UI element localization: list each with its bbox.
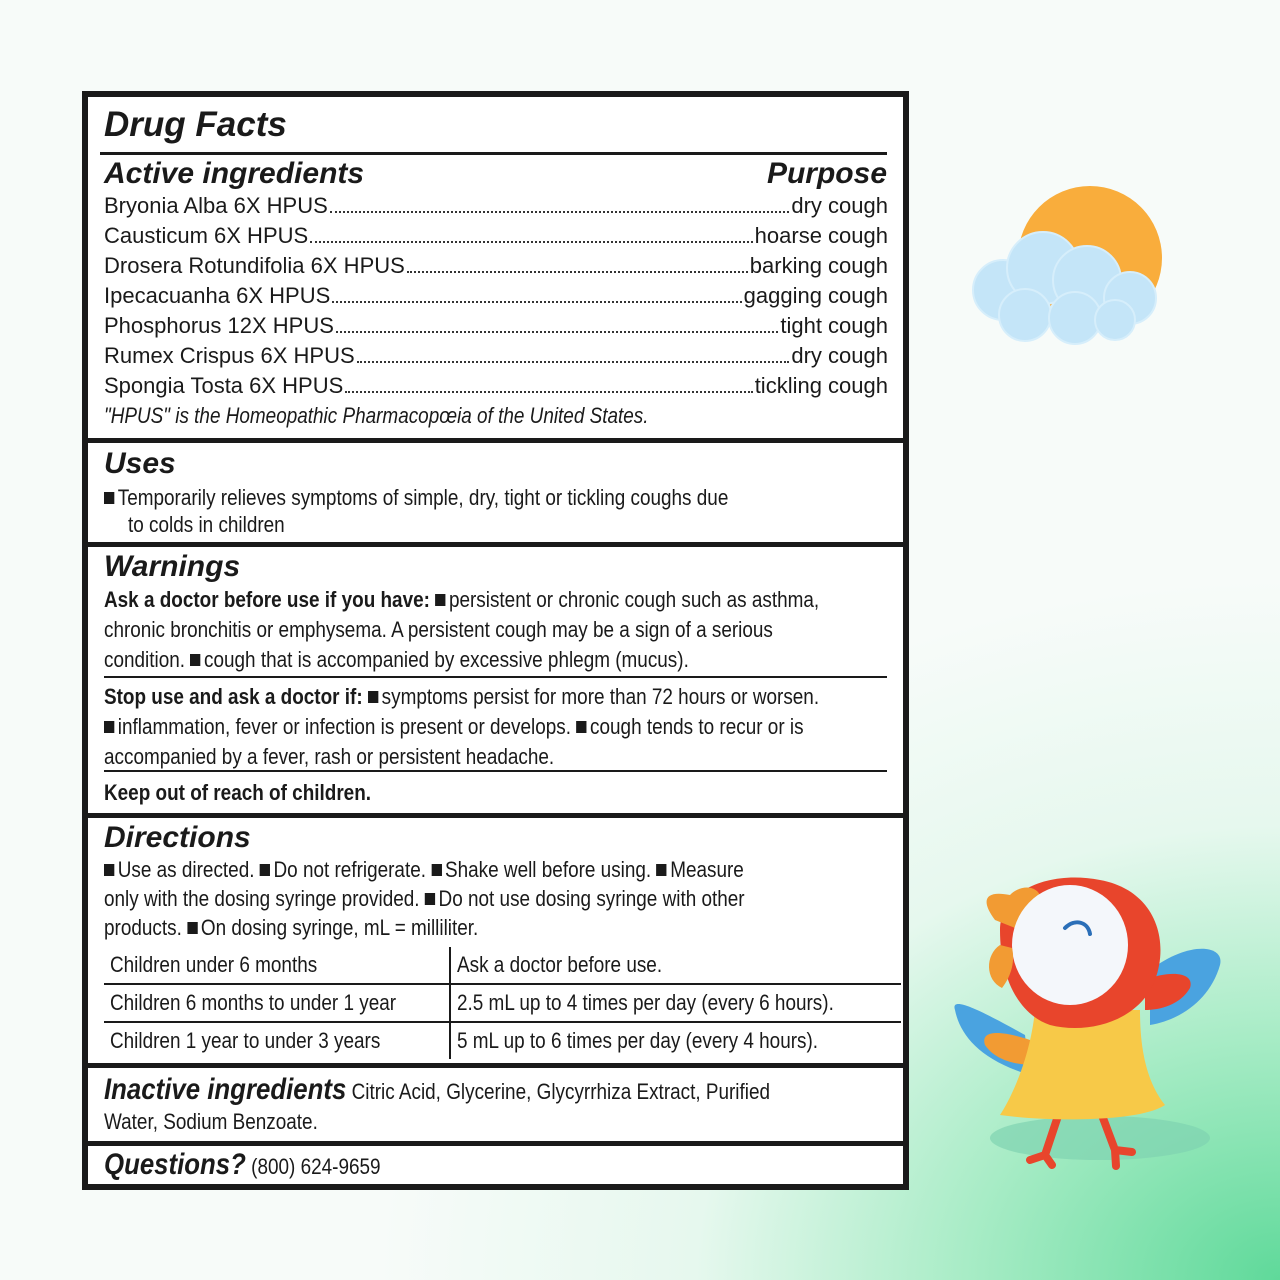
ask-doctor-text-3: condition. cough that is accompanied by excessive phlegm (mucus).: [104, 647, 689, 672]
ingredient-row: Drosera Rotundifolia 6X HPUS barking cough: [104, 253, 888, 278]
dose-cell: 5 mL up to 6 times per day (every 4 hours).: [450, 1022, 901, 1059]
divider: [104, 770, 887, 772]
drug-facts-title: Drug Facts: [104, 105, 287, 144]
phone-number: (800) 624-9659: [251, 1154, 381, 1179]
uses-text-continued: to colds in children: [128, 512, 285, 537]
divider: [104, 676, 887, 678]
warnings-header: Warnings: [104, 550, 241, 583]
ask-doctor-text: Ask a doctor before use if you have: persistent or chronic cough such as asthma,: [104, 587, 820, 612]
questions: Questions? (800) 624-9659: [104, 1148, 381, 1181]
age-cell: Children 6 months to under 1 year: [104, 984, 450, 1022]
ask-doctor-text-2: chronic bronchitis or emphysema. A persistent cough may be a sign of a serious: [104, 617, 773, 642]
ingredient-row: Phosphorus 12X HPUS tight cough: [104, 313, 888, 338]
table-row: [104, 1022, 901, 1059]
ingredient-row: Causticum 6X HPUS hoarse cough: [104, 223, 888, 248]
directions-text-2: only with the dosing syringe provided. Do not use dosing syringe with other: [104, 886, 745, 911]
ingredient-row: Rumex Crispus 6X HPUS dry cough: [104, 343, 888, 368]
divider: [88, 438, 903, 443]
uses-header: Uses: [104, 447, 176, 480]
parrot-illustration: [940, 860, 1240, 1170]
directions-text-3: products. On dosing syringe, mL = milliliter.: [104, 915, 479, 940]
directions-text: Use as directed. Do not refrigerate. Shake well before using. Measure: [104, 857, 744, 883]
table-row: [104, 984, 901, 1022]
bullet-square: [104, 492, 114, 504]
dose-cell: 2.5 mL up to 4 times per day (every 6 hours).: [450, 984, 901, 1022]
divider: [88, 542, 903, 547]
stop-use-text: Stop use and ask a doctor if: symptoms persist for more than 72 hours or worsen.: [104, 684, 820, 709]
age-cell: Children 1 year to under 3 years: [104, 1022, 450, 1059]
hpus-note: "HPUS" is the Homeopathic Pharmacopœia of the United States.: [104, 403, 649, 428]
stop-use-text-2: inflammation, fever or infection is present or develops. cough tends to recur or is: [104, 714, 804, 740]
ingredient-row: Spongia Tosta 6X HPUS tickling cough: [104, 373, 888, 398]
sun-cloud-illustration: [965, 180, 1190, 355]
keep-out-of-reach: Keep out of reach of children.: [104, 780, 372, 805]
drug-facts-panel: [82, 91, 909, 1190]
purpose-header: Purpose: [766, 157, 887, 190]
inactive-ingredients-2: Water, Sodium Benzoate.: [104, 1109, 318, 1134]
divider: [88, 813, 903, 818]
active-ingredients-header: Active ingredients: [104, 157, 365, 190]
uses-text: Temporarily relieves symptoms of simple, dry, tight or tickling coughs due: [104, 485, 728, 511]
divider: [88, 1063, 903, 1068]
ingredient-row: Bryonia Alba 6X HPUS dry cough: [104, 193, 888, 218]
inactive-ingredients: Inactive ingredients Citric Acid, Glycerine, Glycyrrhiza Extract, Purified: [104, 1073, 771, 1106]
table-row: [104, 947, 901, 984]
directions-header: Directions: [104, 821, 251, 854]
dosing-table: [104, 947, 901, 1059]
divider: [100, 152, 887, 155]
age-cell: Children under 6 months: [104, 947, 450, 984]
stop-use-text-3: accompanied by a fever, rash or persistent headache.: [104, 744, 555, 769]
ingredient-row: Ipecacuanha 6X HPUS gagging cough: [104, 283, 888, 308]
divider: [88, 1141, 903, 1146]
dose-cell: Ask a doctor before use.: [456, 952, 662, 977]
